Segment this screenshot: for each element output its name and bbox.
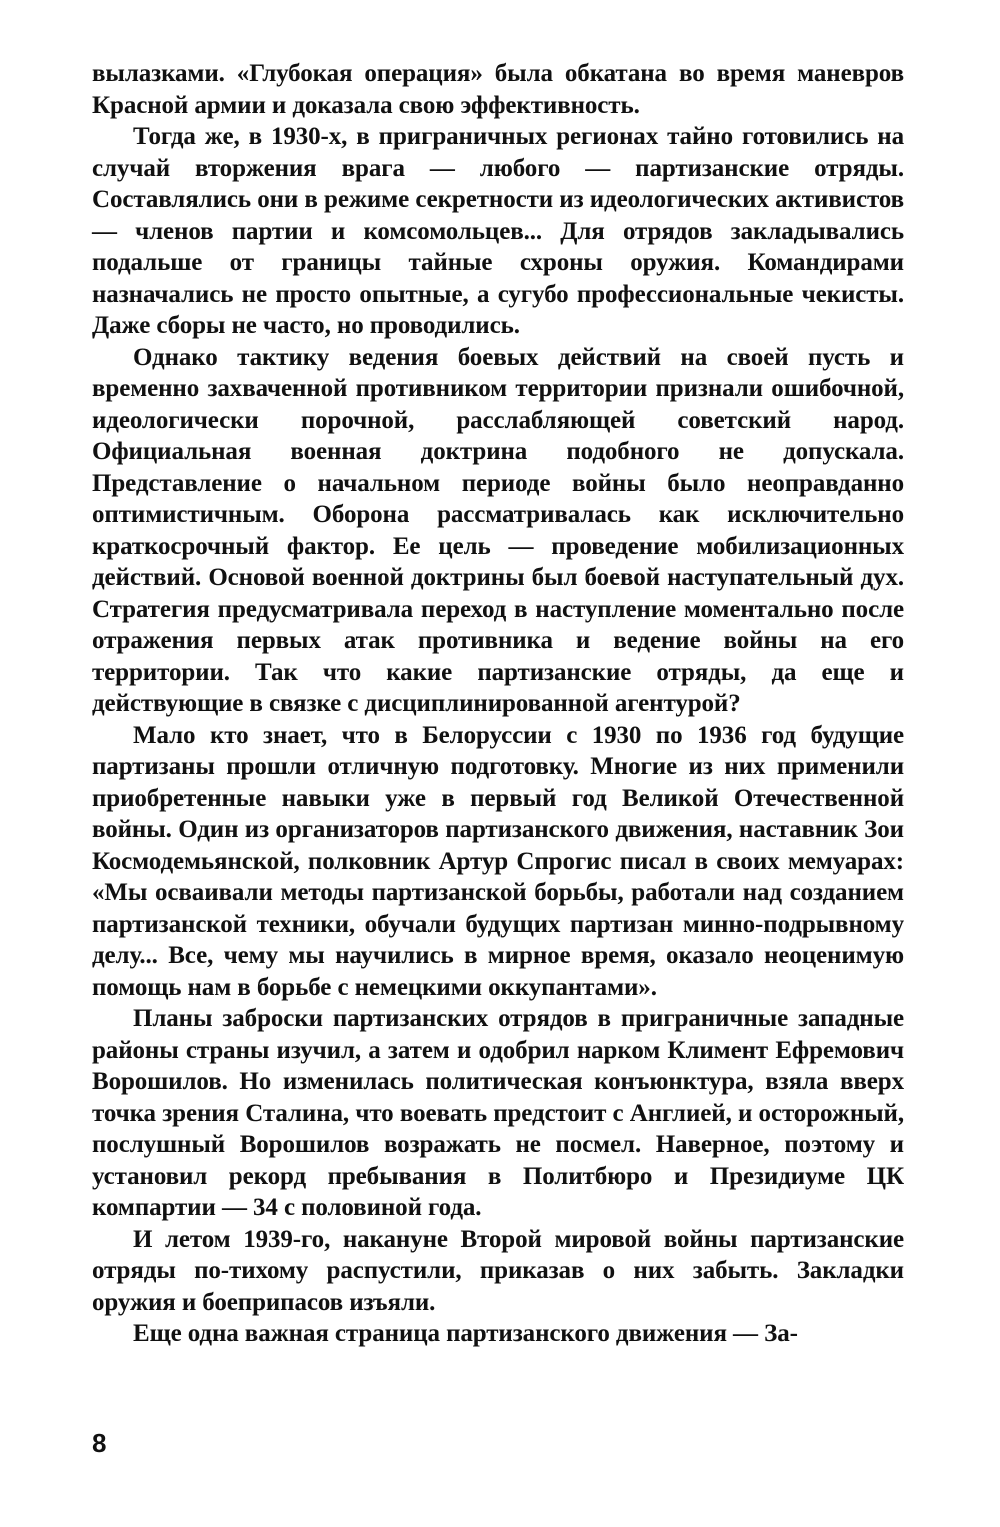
paragraph-7: Еще одна важная страница партизанского движения — За- <box>133 1320 798 1347</box>
paragraph-3: Однако тактику ведения боевых действий на своей пусть и временно захваченной противником территории признали ошибочной, идеологически порочной, расслабляющей советский народ. Официальная военная доктрина подобного не допускала. Представление о начальном периоде войны было неоправданно оптимистичным. Оборона рассматривалась как исключительно краткосрочный фактор. Ее цель — проведение мобилизационных действий. Основой военной доктрины был боевой наступательный дух. Стратегия предусматривала переход в наступление моментально после отражения первых атак противника и ведение войны на его территории. Так что какие партизанские отряды, да еще и действующие в связке с дисциплинированной агентурой? <box>92 343 904 717</box>
paragraph-4: Мало кто знает, что в Белоруссии с 1930 по 1936 год будущие партизаны прошли отличную подготовку. Многие из них применили приобретенные навыки уже в первый год Великой Отечественной войны. Один из организаторов партизанского движения, наставник Зои Космодемьянской, полковник Артур Спрогис писал в своих мемуарах: «Мы осваивали методы партизанской борьбы, работали над созданием партизанской техники, обучали будущих партизан минно-подрывному делу... Все, чему мы научились в мирное время, оказало неоценимую помощь нам в борьбе с немецкими оккупантами». <box>92 721 904 1001</box>
paragraph-2: Тогда же, в 1930-х, в приграничных регионах тайно готовились на случай вторжения врага — любого — партизанские отряды. Составлялись они в режиме секретности из идеологических активистов — членов партии и комсомольцев... Для отрядов закладывались подальше от границы тайные схроны оружия. Командирами назначались не просто опытные, а сугубо профессиональные чекисты. Даже сборы не часто, но проводились. <box>92 123 904 339</box>
page-number: 8 <box>92 1428 107 1458</box>
paragraph-1: вылазками. «Глубокая операция» была обкатана во время маневров Красной армии и доказала свою эффективность. <box>92 60 904 119</box>
paragraph-5: Планы заброски партизанских отрядов в приграничные западные районы страны изучил, а затем и одобрил нарком Климент Ефремович Ворошилов. Но изменилась политическая конъюнктура, взяла вверх точка зрения Сталина, что воевать предстоит с Англией, и осторожный, послушный Ворошилов возражать не посмел. Наверное, поэтому и установил рекорд пребывания в Политбюро и Президиуме ЦК компартии — 34 с половиной года. <box>92 1005 904 1221</box>
paragraph-6: И летом 1939-го, накануне Второй мировой войны партизанские отряды по-тихому распустили, приказав о них забыть. Закладки оружия и боеприпасов изъяли. <box>92 1225 904 1316</box>
page-body <box>92 58 904 1350</box>
